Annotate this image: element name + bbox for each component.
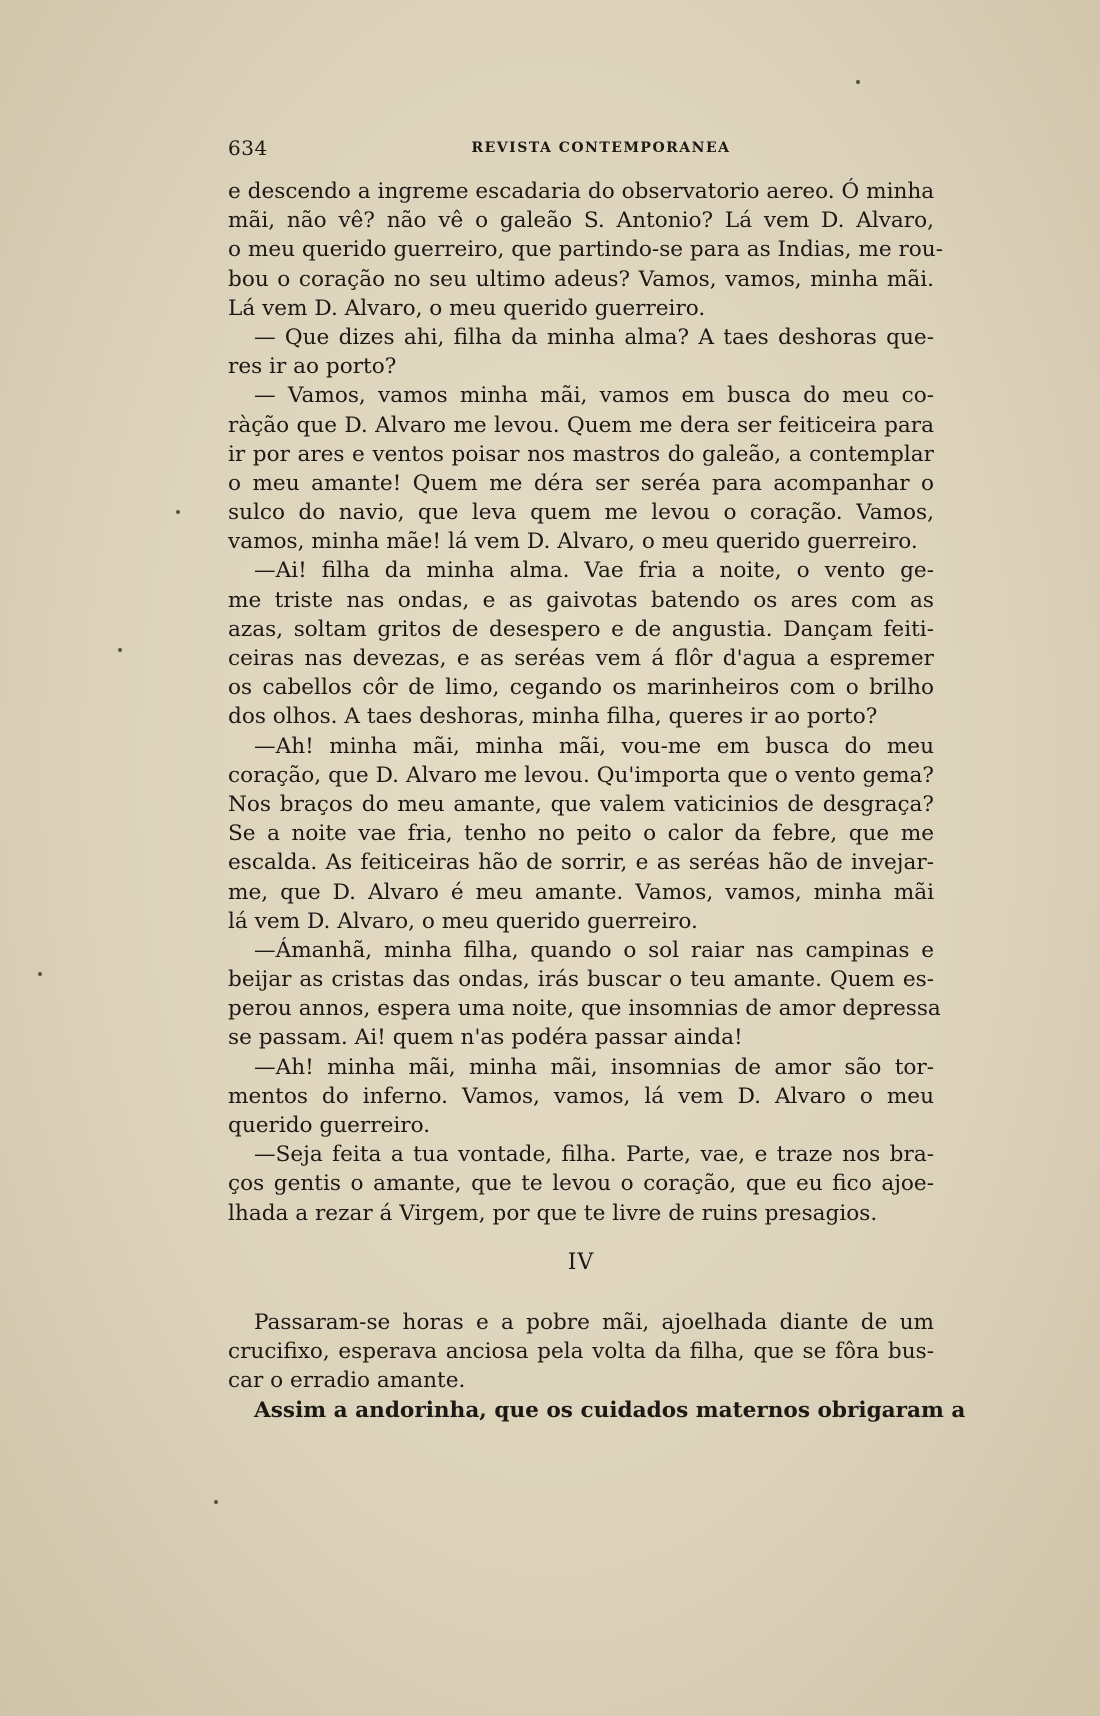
text-line: — Vamos, vamos minha mãi, vamos em busca do meu co-	[254, 383, 934, 409]
text-line: Nos braços do meu amante, que valem vaticinios de desgraça?	[228, 791, 934, 817]
paper-speck	[118, 648, 122, 652]
text-line: querido guerreiro.	[228, 1113, 431, 1138]
text-line: ir por ares e ventos poisar nos mastros do galeão, a contemplar	[228, 441, 934, 467]
text-line: bou o coração no seu ultimo adeus? Vamos, vamos, minha mãi.	[228, 266, 934, 292]
body-text-section-iv	[228, 1308, 966, 1425]
text-line: vamos, minha mãe! lá vem D. Alvaro, o meu querido guerreiro.	[228, 529, 918, 555]
text-line: me triste nas ondas, e as gaivotas batendo os ares com as	[228, 587, 934, 613]
text-line: os cabellos côr de limo, cegando os marinheiros com o brilho	[228, 675, 934, 701]
text-line: ços gentis o amante, que te levou o coração, que eu fico ajoe-	[228, 1171, 934, 1197]
text-line: —Ah! minha mãi, minha mãi, insomnias de amor são tor-	[254, 1054, 934, 1080]
paper-speck	[38, 972, 42, 976]
body-text	[228, 177, 944, 1228]
paper-speck	[176, 510, 180, 514]
text-line: o meu amante! Quem me déra ser seréa para acompanhar o	[228, 470, 934, 496]
text-line: —Seja feita a tua vontade, filha. Parte, vae, e traze nos bra-	[254, 1142, 934, 1168]
text-line: lhada a rezar á Virgem, por que te livre de ruins presagios.	[228, 1200, 878, 1226]
running-head: REVISTA CONTEMPORANEA	[471, 140, 731, 156]
text-line: mãi, não vê? não vê o galeão S. Antonio? Lá vem D. Alvaro,	[228, 208, 934, 234]
text-line: —Ámanhã, minha filha, quando o sol raiar nas campinas e	[254, 937, 934, 963]
page-header	[228, 136, 934, 162]
text-line: —Ai! filha da minha alma. Vae fria a noite, o vento ge-	[254, 558, 934, 584]
text-line: lá vem D. Alvaro, o meu querido guerreiro.	[228, 908, 698, 934]
page-number: 634	[228, 136, 268, 160]
paper-speck	[856, 80, 860, 84]
text-line: car o erradio amante.	[228, 1368, 466, 1394]
text-line: se passam. Ai! quem n'as podéra passar ainda!	[228, 1025, 743, 1051]
text-line: —Ah! minha mãi, minha mãi, vou-me em busca do meu	[254, 733, 934, 759]
text-line: Assim a andorinha, que os cuidados maternos obrigaram a	[254, 1397, 966, 1423]
text-line: dos olhos. A taes deshoras, minha filha, queres ir ao porto?	[228, 704, 878, 730]
paper-speck	[214, 1500, 218, 1504]
text-line: o meu querido guerreiro, que partindo-se para as Indias, me rou-	[228, 237, 944, 263]
text-line: escalda. As feiticeiras hão de sorrir, e as seréas hão de invejar-	[228, 850, 934, 876]
text-line: crucifixo, esperava anciosa pela volta da filha, que se fôra bus-	[228, 1339, 934, 1365]
text-line: res ir ao porto?	[228, 354, 397, 380]
text-line: ràção que D. Alvaro me levou. Quem me dera ser feiticeira para	[228, 412, 934, 438]
text-line: me, que D. Alvaro é meu amante. Vamos, vamos, minha mãi	[228, 879, 934, 905]
section-heading: IV	[567, 1250, 595, 1275]
text-line: mentos do inferno. Vamos, vamos, lá vem D. Alvaro o meu	[228, 1083, 934, 1109]
text-line: ceiras nas devezas, e as seréas vem á flôr d'agua a espremer	[228, 646, 934, 671]
text-line: — Que dizes ahi, filha da minha alma? A taes deshoras que-	[254, 324, 934, 350]
text-line: Lá vem D. Alvaro, o meu querido guerreiro.	[228, 295, 706, 321]
text-line: Se a noite vae fria, tenho no peito o calor da febre, que me	[228, 821, 934, 847]
text-line: coração, que D. Alvaro me levou. Qu'importa que o vento gema?	[228, 762, 934, 788]
text-line: beijar as cristas das ondas, irás buscar o teu amante. Quem es-	[228, 967, 934, 993]
text-line: azas, soltam gritos de desespero e de angustia. Dançam feiti-	[228, 616, 934, 642]
text-line: perou annos, espera uma noite, que insomnias de amor depressa	[228, 996, 941, 1022]
text-line: sulco do navio, que leva quem me levou o coração. Vamos,	[228, 500, 934, 526]
text-line: Passaram-se horas e a pobre mãi, ajoelhada diante de um	[254, 1310, 934, 1335]
text-line: e descendo a ingreme escadaria do observatorio aereo. Ó minha	[228, 179, 935, 204]
